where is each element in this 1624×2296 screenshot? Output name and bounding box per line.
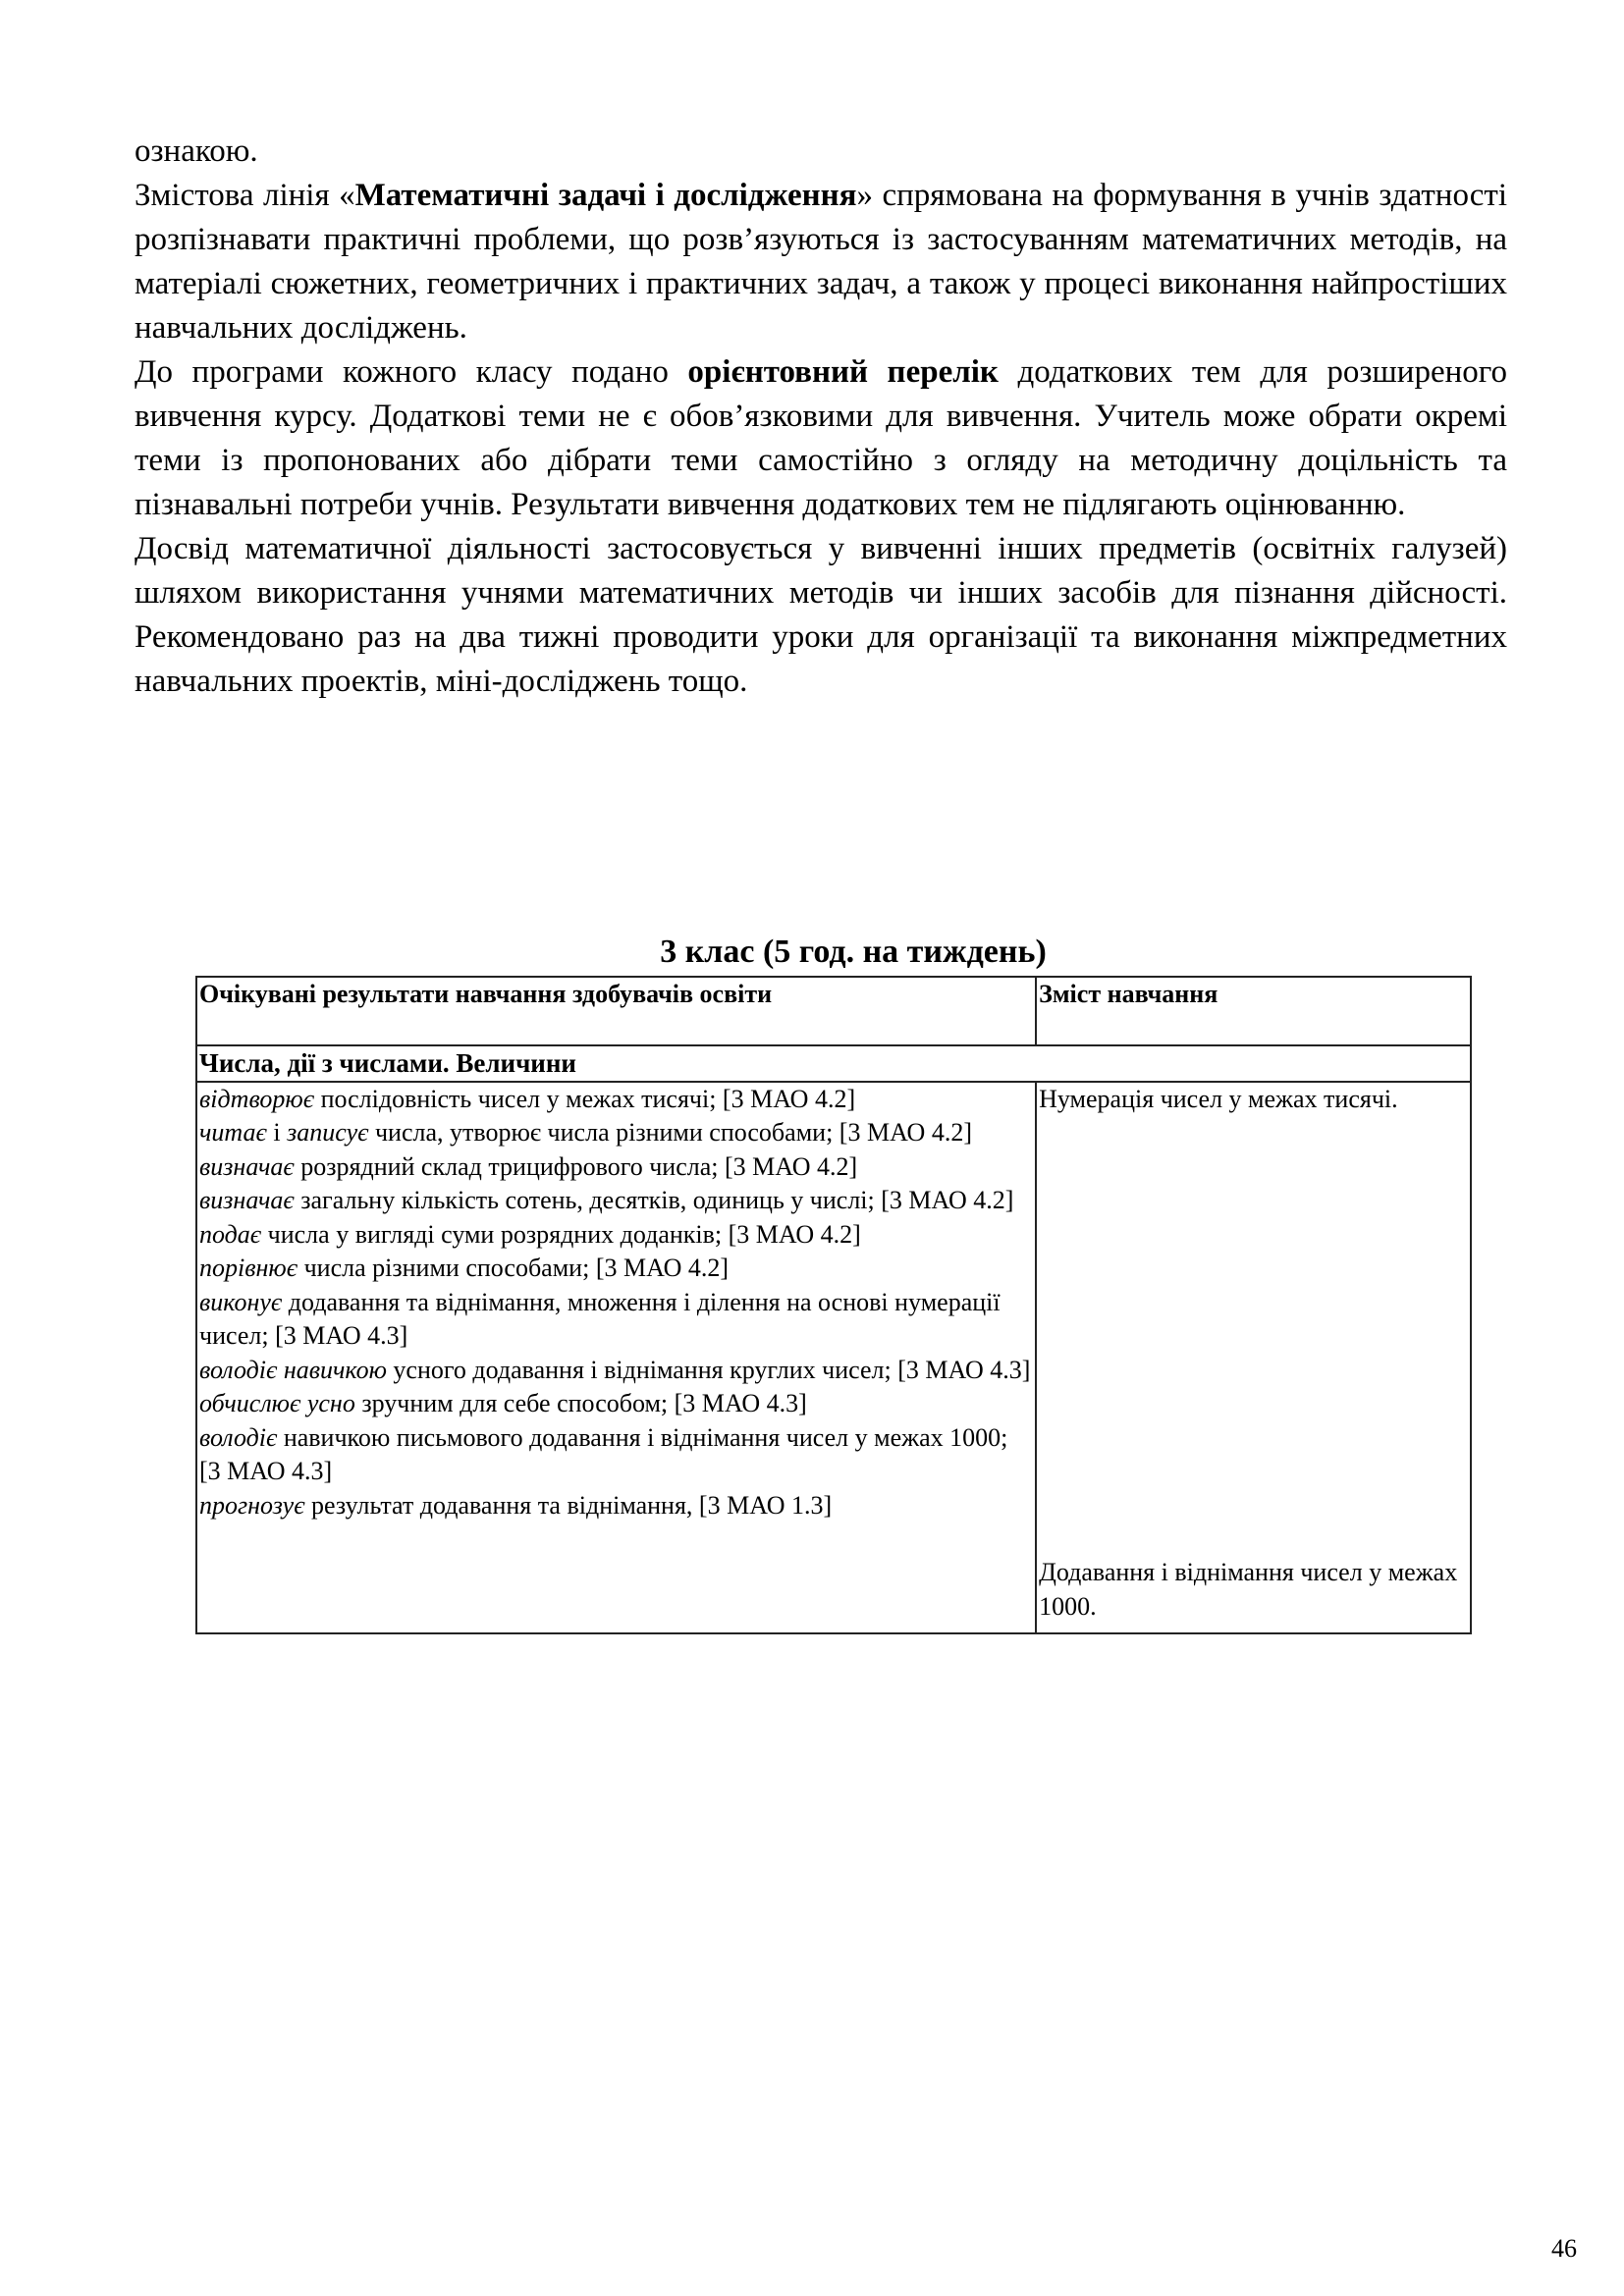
bold-term: орієнтовний перелік (687, 354, 999, 390)
spacer (1039, 1116, 1468, 1556)
content-item-addition-subtraction: Додавання і віднімання чисел у межах 1000. (1039, 1558, 1458, 1621)
text-run: додаткових тем для розширеного вивчення курсу. Додаткові теми не є обов’язковими для вивчення. Учитель може обрати окремі теми із пропонованих або дібрати теми самостійно з огляду на методичну доцільність та пізнавальні потреби учнів. Результати вивчення додаткових тем не підлягають оцінюванню. (135, 354, 1507, 522)
text-run: Змістова лінія « (135, 178, 355, 213)
table-row (196, 1082, 1471, 1633)
paragraph-additional-topics (135, 350, 1507, 527)
header-outcomes: Очікувані результати навчання здобувачів освіти (196, 977, 1036, 1045)
text-run: ознакою. (135, 133, 258, 169)
outcome-item: володіє навичкою письмового додавання і віднімання чисел у межах 1000; [3 МАО 4.3] (199, 1422, 1008, 1485)
outcome-item: обчислює усно зручним для себе способом; [3 МАО 4.3] (199, 1389, 807, 1417)
curriculum-table (195, 976, 1472, 1634)
outcome-item: читає і записує числа, утворює числа різними способами; [3 МАО 4.2] (199, 1118, 972, 1147)
outcome-item: відтворює послідовність чисел у межах тисячі; [3 МАО 4.2] (199, 1084, 856, 1113)
content-cell (1036, 1082, 1471, 1633)
outcome-item: порівнює числа різними способами; [3 МАО 4.2] (199, 1254, 730, 1282)
page-number: 46 (1551, 2234, 1577, 2263)
table-section-row (196, 1045, 1471, 1082)
outcome-item: подає числа у вигляді суми розрядних доданків; [3 МАО 4.2] (199, 1219, 861, 1249)
paragraph-interdisciplinary (135, 527, 1507, 704)
table-header-row (196, 977, 1471, 1045)
outcome-item: прогнозує результат додавання та віднімання, [3 МАО 1.3] (199, 1490, 833, 1520)
section-title: Числа, дії з числами. Величини (196, 1045, 1471, 1082)
content-item-numeration: Нумерація чисел у межах тисячі. (1039, 1084, 1398, 1113)
outcome-item: визначає загальну кількість сотень, десятків, одиниць у числі; [3 МАО 4.2] (199, 1186, 1014, 1214)
paragraph-content-line (135, 174, 1507, 350)
text-run: » спрямована на формування в учнів здатності розпізнавати практичні проблеми, що розв’язуються із застосуванням математичних методів, на матеріалі сюжетних, геометричних і практичних задач, а також у процесі виконання найпростіших навчальних досліджень. (135, 178, 1508, 346)
paragraph-continuation (135, 130, 1507, 174)
outcome-item: виконує додавання та віднімання, множення і ділення на основі нумерації чисел; [3 МАО 4.3] (199, 1287, 1001, 1350)
table-title: 3 клас (5 год. на тиждень) (660, 934, 1047, 970)
header-content: Зміст навчання (1036, 977, 1471, 1045)
text-run: До програми кожного класу подано (135, 354, 688, 390)
bold-term: Математичні задачі і дослідження (354, 178, 857, 213)
outcome-item: визначає розрядний склад трицифрового числа; [3 МАО 4.2] (199, 1151, 858, 1181)
text-run: Досвід математичної діяльності застосовується у вивченні інших предметів (освітніх галузей) шляхом використання учнями математичних методів чи інших засобів для пізнання дійсності. Рекомендовано раз на два тижні проводити уроки для організації та виконання міжпредметних навчальних проектів, міні-досліджень тощо. (135, 531, 1507, 699)
outcomes-cell (196, 1082, 1036, 1633)
outcome-item: володіє навичкою усного додавання і віднімання круглих чисел; [3 МАО 4.3] (199, 1355, 1031, 1384)
body-text (135, 130, 1507, 704)
